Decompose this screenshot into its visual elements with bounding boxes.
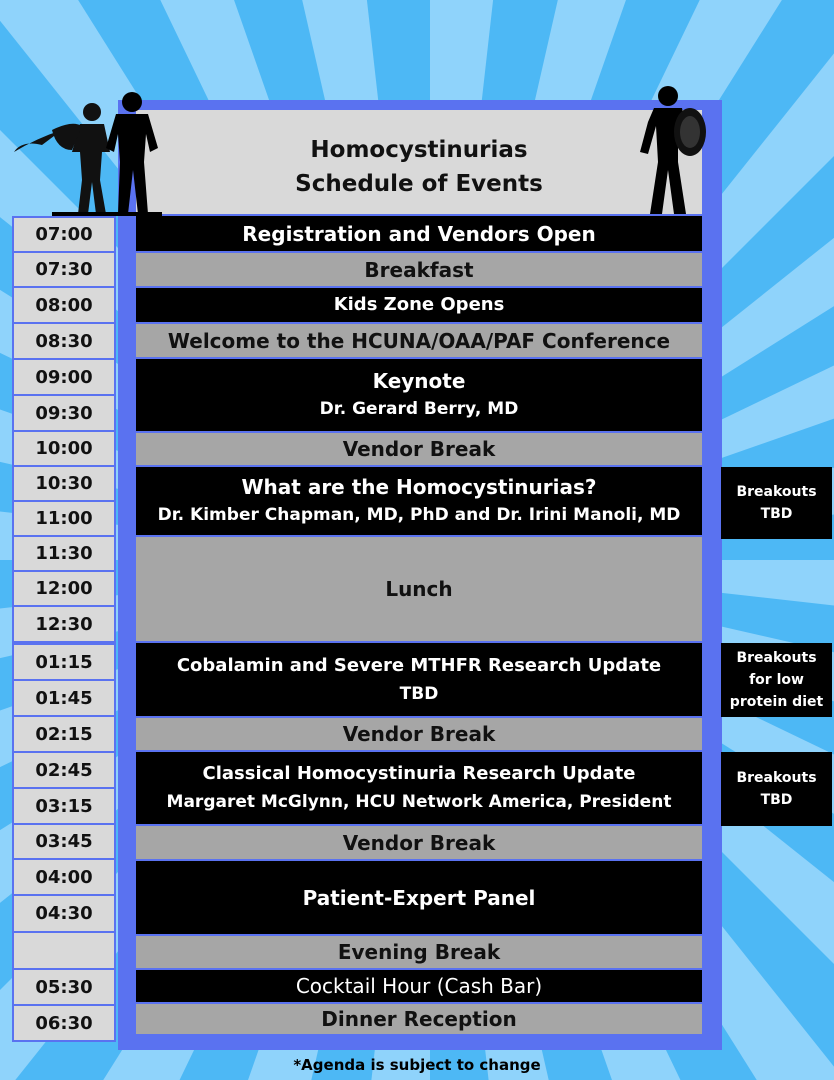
- time-slot: 01:45: [14, 681, 114, 715]
- time-slot: 04:00: [14, 860, 114, 894]
- superhero-pair-silhouette-icon: [12, 90, 162, 216]
- event-keynote-title: Keynote: [372, 369, 466, 393]
- event-vendor-break-1: [136, 433, 702, 465]
- time-slot: 02:45: [14, 753, 114, 787]
- breakouts-2-line-3: protein diet: [729, 694, 824, 710]
- event-panel: [136, 861, 702, 934]
- event-vendor-break-3: [136, 826, 702, 859]
- time-slot: 07:30: [14, 253, 114, 286]
- breakouts-box-3: [721, 752, 832, 826]
- time-slot: 10:00: [14, 432, 114, 465]
- breakouts-2-line-1: Breakouts: [736, 650, 817, 666]
- title-line-2: Schedule of Events: [295, 171, 543, 197]
- event-kids-zone-label: Kids Zone Opens: [333, 294, 505, 315]
- time-slot: 12:30: [14, 607, 114, 641]
- event-registration: [136, 216, 702, 251]
- event-evening-break: [136, 936, 702, 968]
- breakouts-1-line-1: Breakouts: [736, 484, 817, 500]
- breakouts-box-1: [721, 467, 832, 539]
- event-homocystinurias-title: What are the Homocystinurias?: [241, 475, 597, 499]
- event-homocystinurias-speakers: Dr. Kimber Chapman, MD, PhD and Dr. Irini Manoli, MD: [157, 505, 681, 525]
- time-slot: 11:30: [14, 537, 114, 570]
- time-slot: 03:15: [14, 789, 114, 823]
- event-cobalamin: [136, 643, 702, 716]
- event-vendor-break-2: [136, 718, 702, 750]
- breakouts-3-line-1: Breakouts: [736, 770, 817, 786]
- event-dinner: [136, 1004, 702, 1034]
- time-slot: 01:15: [14, 645, 114, 679]
- time-slot: 05:30: [14, 970, 114, 1004]
- event-classical: [136, 752, 702, 824]
- event-cocktail-label: Cocktail Hour (Cash Bar): [295, 974, 543, 998]
- event-classical-title: Classical Homocystinuria Research Update: [202, 763, 636, 784]
- time-slot: 11:00: [14, 502, 114, 535]
- event-welcome: [136, 324, 702, 357]
- event-cobalamin-speaker: TBD: [399, 683, 439, 704]
- event-homocystinurias: [136, 467, 702, 535]
- time-slot: 09:00: [14, 360, 114, 394]
- event-panel-label: Patient-Expert Panel: [302, 885, 536, 910]
- breakouts-2-line-2: for low: [749, 672, 804, 688]
- time-slot: 08:30: [14, 324, 114, 358]
- event-cobalamin-title: Cobalamin and Severe MTHFR Research Update: [176, 654, 662, 676]
- event-keynote-speaker: Dr. Gerard Berry, MD: [319, 399, 519, 419]
- breakouts-box-2: [721, 643, 832, 717]
- time-slot: 10:30: [14, 467, 114, 500]
- time-slot: 08:00: [14, 288, 114, 322]
- event-vendor-break-3-label: Vendor Break: [342, 830, 496, 855]
- event-classical-speaker: Margaret McGlynn, HCU Network America, President: [166, 792, 672, 812]
- event-welcome-label: Welcome to the HCUNA/OAA/PAF Conference: [167, 328, 671, 353]
- event-registration-label: Registration and Vendors Open: [242, 221, 596, 246]
- event-evening-break-label: Evening Break: [337, 940, 501, 964]
- page-title: [136, 110, 702, 214]
- event-lunch-label: Lunch: [385, 577, 453, 601]
- time-slot: 04:30: [14, 896, 114, 931]
- event-vendor-break-1-label: Vendor Break: [342, 437, 496, 461]
- event-breakfast: [136, 253, 702, 286]
- event-dinner-label: Dinner Reception: [321, 1007, 517, 1031]
- event-breakfast-label: Breakfast: [364, 257, 474, 282]
- time-slot: 12:00: [14, 572, 114, 605]
- event-keynote: [136, 359, 702, 431]
- breakouts-3-line-2: TBD: [760, 792, 793, 808]
- time-slot: [14, 933, 114, 968]
- event-cocktail: [136, 970, 702, 1002]
- time-slot: 07:00: [14, 218, 114, 251]
- time-slot: 02:15: [14, 717, 114, 751]
- title-line-1: Homocystinurias: [310, 137, 528, 163]
- event-vendor-break-2-label: Vendor Break: [342, 722, 496, 746]
- time-slot: 06:30: [14, 1006, 114, 1040]
- superhero-shield-silhouette-icon: [630, 82, 710, 216]
- agenda-footnote: *Agenda is subject to change: [293, 1056, 541, 1074]
- time-slot: 09:30: [14, 396, 114, 430]
- time-slot: 03:45: [14, 825, 114, 858]
- event-kids-zone: [136, 288, 702, 322]
- breakouts-1-line-2: TBD: [760, 506, 793, 522]
- event-lunch: [136, 537, 702, 641]
